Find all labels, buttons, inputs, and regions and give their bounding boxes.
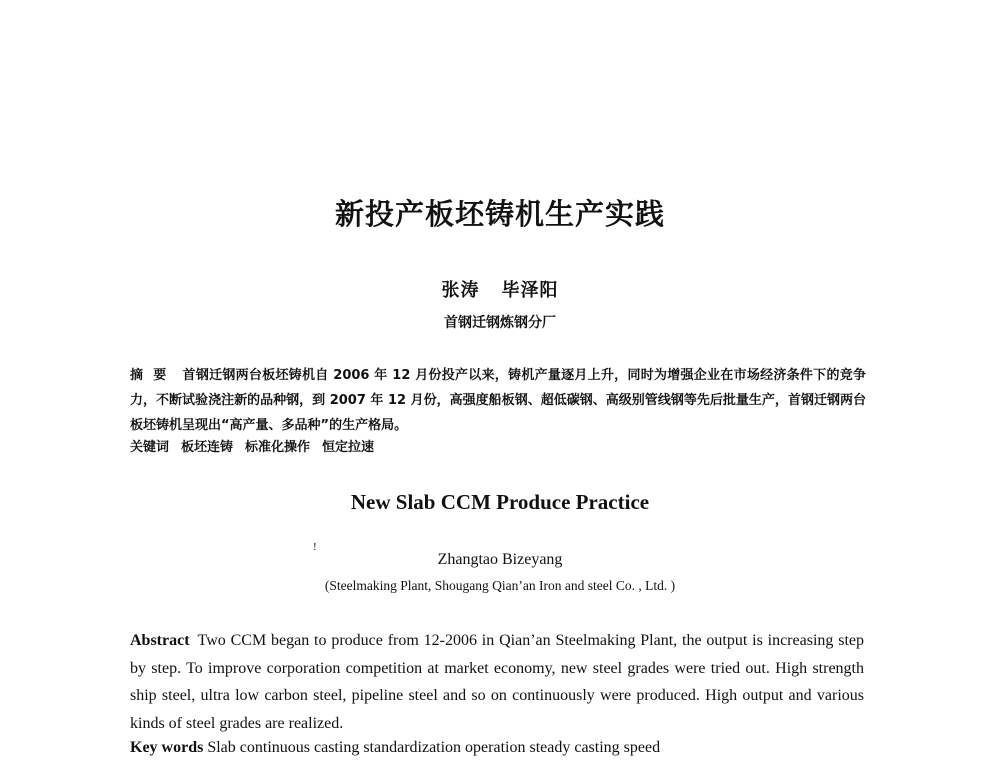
- abstract-en-text: Two CCM began to produce from 12-2006 in Qian’an Steelmaking Plant, the output is increasing step by step. To improve corporation competition at market economy, new steel grades were tried out. High strength ship steel, ultra low carbon steel, pipeline steel and so on continuously were produced. High output and various kinds of steel grades are realized.: [130, 632, 864, 732]
- keywords-cn: [130, 438, 866, 458]
- keywords-en-text: Slab continuous casting standardization operation steady casting speed: [207, 739, 661, 756]
- affiliation-cn: 首钢迁钢炼钢分厂: [444, 315, 556, 331]
- keywords-en-label: Key words: [130, 739, 204, 756]
- author-cn-1: 张涛: [441, 280, 480, 301]
- author-cn-2: 毕泽阳: [501, 280, 559, 301]
- keywords-en: [130, 737, 864, 759]
- stray-mark: !: [313, 541, 317, 553]
- abstract-cn: [130, 363, 866, 438]
- abstract-cn-label: 摘要: [130, 368, 177, 383]
- abstract-en-label: Abstract: [130, 632, 190, 649]
- authors-en: Zhangtao Bizeyang: [437, 551, 563, 568]
- paper-title-en: New Slab CCM Produce Practice: [350, 490, 650, 514]
- abstract-en: [130, 627, 864, 737]
- keyword-cn-1: 板坯连铸: [181, 440, 234, 455]
- authors-cn: [0, 276, 1000, 302]
- paper-title-cn: 新投产板坯铸机生产实践: [334, 197, 665, 231]
- affiliation-en: (Steelmaking Plant, Shougang Qian’an Iron and steel Co. , Ltd. ): [324, 578, 676, 593]
- keyword-cn-2: 标准化操作: [245, 440, 311, 455]
- keyword-cn-3: 恒定拉速: [322, 440, 375, 455]
- keywords-cn-label: 关键词: [130, 440, 170, 455]
- abstract-cn-text: 首钢迁钢两台板坯铸机自 2006 年 12 月份投产以来，铸机产量逐月上升，同时为增强企业在市场经济条件下的竞争力，不断试验浇注新的品种钢，到 2007 年 12 月份，高强度船板钢、超低碳钢、高级别管线钢等先后批量生产，首钢迁钢两台板坯铸机呈现出“高产量、多品种”的生产格局。: [130, 368, 866, 433]
